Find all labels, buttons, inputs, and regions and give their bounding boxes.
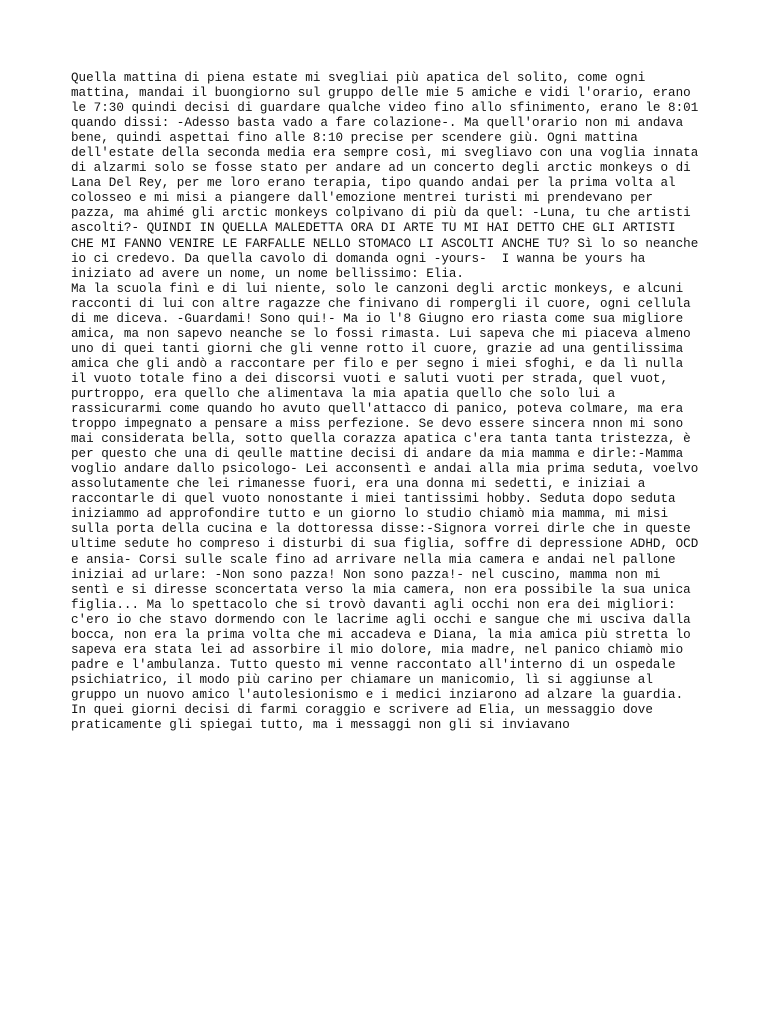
text-line xyxy=(71,733,711,748)
text-line: CHE MI FANNO VENIRE LE FARFALLE NELLO STOMACO LI ASCOLTI ANCHE TU? Sì lo so neanche xyxy=(71,236,699,251)
text-line: amica che gli andò a raccontare per filo e per segno i miei sfoghi, e da lì nulla xyxy=(71,356,684,371)
text-line: assolutamente che lei rimanesse fuori, era una donna mi sedetti, e iniziai a xyxy=(71,477,646,492)
text-line: Ma la scuola finì e di lui niente, solo le canzoni degli arctic monkeys, e alcuni xyxy=(71,281,684,296)
text-line: uno di quei tanti giorni che gli venne rotto il cuore, grazie ad una gentilissima xyxy=(71,341,684,356)
text-line: iniziato ad avere un nome, un nome bellissimo: Elia. xyxy=(71,266,464,281)
text-line: mattina, mandai il buongiorno sul gruppo delle mie 5 amiche e vidi l'orario, erano xyxy=(71,86,691,101)
body-text xyxy=(71,71,711,748)
text-line: Quella mattina di piena estate mi svegliai più apatica del solito, come ogni xyxy=(71,71,646,85)
text-line: sulla porta della cucina e la dottoressa disse:-Signora vorrei dirle che in queste xyxy=(71,522,691,537)
text-line: praticamente gli spiegai tutto, ma i messaggi non gli si inviavano xyxy=(71,718,570,733)
text-line: bene, quindi aspettai fino alle 8:10 precise per scendere giù. Ogni mattina xyxy=(71,131,638,146)
text-line: raccontarle di quel vuoto nonostante i miei tantissimi hobby. Seduta dopo seduta xyxy=(71,492,676,507)
text-line: racconti di lui con altre ragazze che finivano di rompergli il cuore, ogni cellula xyxy=(71,296,691,311)
text-line: In quei giorni decisi di farmi coraggio e scrivere ad Elia, un messaggio dove xyxy=(71,702,653,717)
text-line: il vuoto totale fino a dei discorsi vuoti e saluti vuoti per strada, quel vuot, xyxy=(71,371,669,386)
text-line: mai considerata bella, sotto quella corazza apatica c'era tanta tanta tristezza, è xyxy=(71,432,691,447)
text-line: ascolti?- QUINDI IN QUELLA MALEDETTA ORA DI ARTE TU MI HAI DETTO CHE GLI ARTISTI xyxy=(71,221,676,236)
text-line: figlia... Ma lo spettacolo che si trovò davanti agli occhi non era dei migliori: xyxy=(71,597,676,612)
text-line: colosseo e mi misi a piangere dall'emozione mentrei turisti mi prendevano per xyxy=(71,191,653,206)
text-line: quando dissi: -Adesso basta vado a fare colazione-. Ma quell'orario non mi andava xyxy=(71,116,684,131)
text-line: iniziammo ad approfondire tutto e un giorno lo studio chiamò mia mamma, mi misi xyxy=(71,507,669,522)
text-line: amica, ma non sapevo neanche se lo fossi rimasta. Lui sapeva che mi piaceva almeno xyxy=(71,326,691,341)
text-line: ultime sedute ho compreso i disturbi di sua figlia, soffre di depressione ADHD, OCD xyxy=(71,537,699,552)
text-line: io ci credevo. Da quella cavolo di domanda ogni -yours- I wanna be yours ha xyxy=(71,251,646,266)
text-line: c'ero io che stavo dormendo con le lacrime agli occhi e sangue che mi usciva dalla xyxy=(71,612,691,627)
text-line: bocca, non era la prima volta che mi accadeva e Diana, la mia amica più stretta lo xyxy=(71,627,691,642)
text-line: iniziai ad urlare: -Non sono pazza! Non sono pazza!- nel cuscino, mamma non mi xyxy=(71,567,661,582)
text-line: di me diceva. -Guardami! Sono qui!- Ma io l'8 Giugno ero riasta come sua migliore xyxy=(71,311,684,326)
text-line: le 7:30 quindi decisi di guardare qualche video fino allo sfinimento, erano le 8:01 xyxy=(71,101,699,116)
text-line: padre e l'ambulanza. Tutto questo mi venne raccontato all'interno di un ospedale xyxy=(71,657,676,672)
text-line: e ansia- Corsi sulle scale fino ad arrivare nella mia camera e andai nel pallone xyxy=(71,552,676,567)
text-line: purtroppo, era quello che alimentava la mia apatia quello che solo lui a xyxy=(71,386,616,401)
text-line: Lana Del Rey, per me loro erano terapia, tipo quando andai per la prima volta al xyxy=(71,176,676,191)
text-line: troppo impegnato a pensare a miss perfezione. Se devo essere sincera nnon mi sono xyxy=(71,417,684,432)
text-line: sapeva era stata lei ad assorbire il mio dolore, mia madre, nel panico chiamò mio xyxy=(71,642,684,657)
text-line: di alzarmi solo se fosse stato per andare ad un concerto degli arctic monkeys o di xyxy=(71,161,691,176)
text-line: sentì e si diresse sconcertata verso la mia camera, non era possibile la sua unica xyxy=(71,582,691,597)
text-line: rassicurarmi come quando ho avuto quell'attacco di panico, poteva colmare, ma era xyxy=(71,402,684,417)
text-line: pazza, ma ahimé gli arctic monkeys colpivano di più da quel: -Luna, tu che artisti xyxy=(71,206,691,221)
text-line: psichiatrico, il modo più carino per chiamare un manicomio, lì si aggiunse al xyxy=(71,672,653,687)
text-line: gruppo un nuovo amico l'autolesionismo e i medici inziarono ad alzare la guardia. xyxy=(71,687,684,702)
text-line: voglio andare dallo psicologo- Lei acconsentì e andai alla mia prima seduta, voelvo xyxy=(71,462,699,477)
text-line: per questo che una di qeulle mattine decisi di andare da mia mamma e dirle:-Mamma xyxy=(71,447,684,462)
text-line: dell'estate della seconda media era sempre così, mi svegliavo con una voglia innata xyxy=(71,146,699,161)
